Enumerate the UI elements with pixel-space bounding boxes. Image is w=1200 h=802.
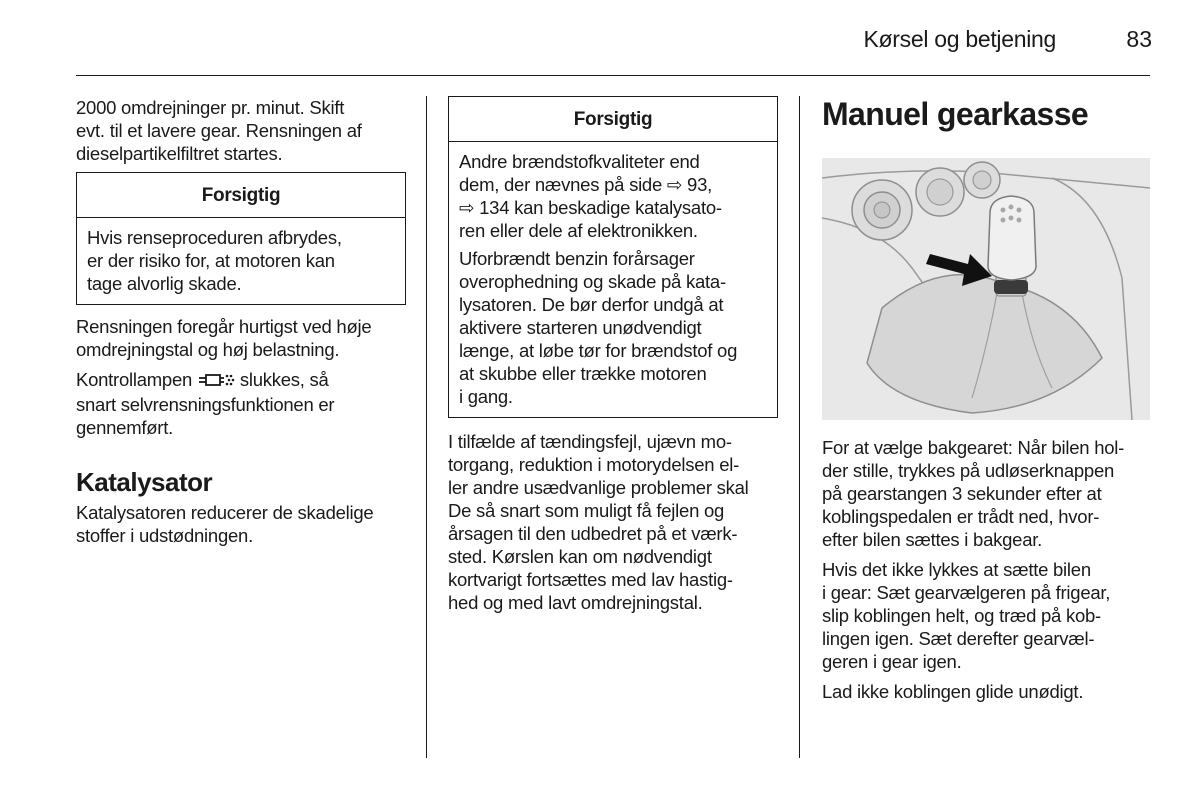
column-2 xyxy=(448,96,778,621)
column-3 xyxy=(822,96,1152,710)
caution-title-2: Forsigtig xyxy=(449,97,777,142)
warning-lamp-text-before: Kontrollampen xyxy=(76,369,197,390)
caution-text-unburnt: Uforbrændt benzin forårsager overophedning og skade på kata- lysatoren. De bør derfor undgå at aktivere starteren unødvendigt længe, at løbe tør for brændstof og at skubbe eller trække motoren i gang. xyxy=(459,248,738,407)
warning-lamp-paragraph xyxy=(76,368,406,439)
running-header-title: Kørsel og betjening xyxy=(863,26,1056,52)
cleaning-paragraph: Rensningen foregår hurtigst ved høje omdrejningstal og høj belastning. xyxy=(76,316,372,360)
intro-paragraph: 2000 omdrejninger pr. minut. Skift evt. til et lavere gear. Rensningen af dieselpartikelfiltret startes. xyxy=(76,97,362,164)
gear-lever-illustration xyxy=(822,158,1150,420)
section-heading-manual-gearbox: Manuel gearkasse xyxy=(822,96,1089,132)
caution-box xyxy=(76,172,406,305)
caution-title: Forsigtig xyxy=(77,173,405,218)
caution-body xyxy=(77,218,405,304)
section-heading-katalysator: Katalysator xyxy=(76,467,213,497)
diesel-particle-filter-icon xyxy=(197,370,235,393)
caution-text-fuel: Andre brændstofkvaliteter end dem, der nævnes på side ⇨ 93, ⇨ 134 kan beskadige katalysato- ren eller dele af elektronikken. xyxy=(459,151,722,241)
warning-lamp-text-after: slukkes, så snart selvrensningsfunktionen er gennemført. xyxy=(76,369,335,438)
clutch-paragraph: Lad ikke koblingen glide unødigt. xyxy=(822,681,1084,702)
column-divider-1 xyxy=(426,96,427,758)
misfire-paragraph: I tilfælde af tændingsfejl, ujævn mo- torgang, reduktion i motorydelsen el- ler andre usædvanlige problemer skal De så snart som muligt få fejlen og årsagen til den udbedret på et værk- sted. Kørslen kan om nødvendigt kortvarigt fortsættes med lav hastig- hed og med lavt omdrejningstal. xyxy=(448,431,749,613)
katalysator-paragraph: Katalysatoren reducerer de skadelige stoffer i udstødningen. xyxy=(76,502,374,546)
reverse-gear-paragraph: For at vælge bakgearet: Når bilen hol- der stille, trykkes på udløserknappen på gearstangen 3 sekunder efter at koblingspedalen er trådt ned, hvor- efter bilen sættes i bakgear. xyxy=(822,437,1125,550)
caution-box-2 xyxy=(448,96,778,418)
column-divider-2 xyxy=(799,96,800,758)
column-1 xyxy=(76,96,406,554)
header-rule xyxy=(76,75,1150,76)
caution-body-2 xyxy=(449,142,777,417)
page-number: 83 xyxy=(1126,26,1152,52)
caution-text: Hvis renseproceduren afbrydes, er der risiko for, at motoren kan tage alvorlig skade. xyxy=(87,227,342,294)
engage-gear-paragraph: Hvis det ikke lykkes at sætte bilen i gear: Sæt gearvælgeren på frigear, slip koblingen helt, og træd på kob- lingen igen. Sæt derefter gearvæl- geren i gear igen. xyxy=(822,559,1111,672)
